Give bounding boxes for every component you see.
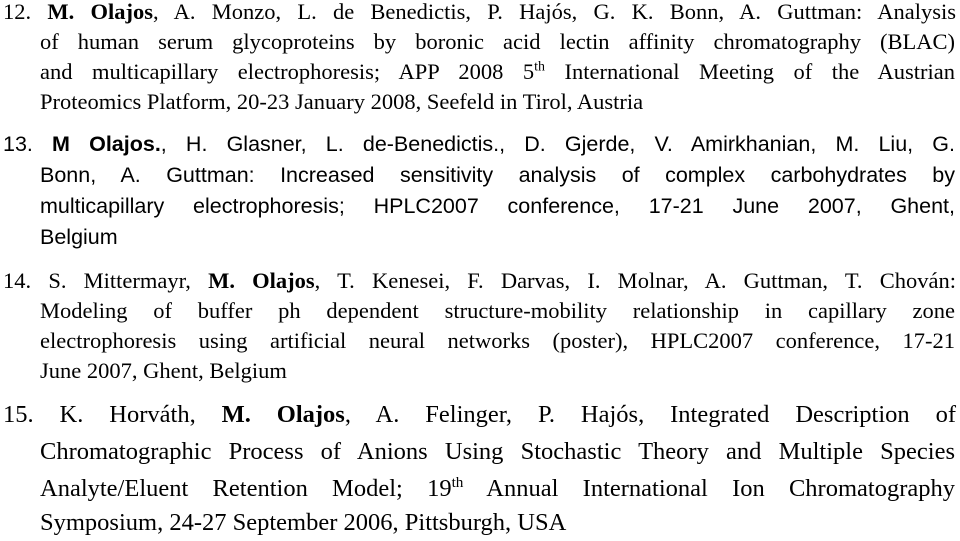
entry-text: , A. Monzo, L. de Benedictis, P. Hajós, G. K. Bonn, A. Guttman: Analysis (152, 0, 956, 24)
entry-line (40, 222, 118, 252)
entry-number: 14. (3, 268, 32, 293)
author-highlight: M. Olajos (47, 0, 153, 24)
superscript: th (534, 59, 546, 75)
entry-line (40, 471, 955, 507)
entry-text: Proteomics Platform, 20-23 January 2008, Seefeld in Tirol, Austria (40, 89, 644, 114)
author-highlight: M Olajos. (52, 132, 161, 156)
entry-text: K. Horváth, (59, 401, 222, 428)
entry-text: multicapillary electrophoresis; HPLC2007 conference, 17-21 June 2007, Ghent, (40, 194, 955, 218)
entry-line (40, 191, 955, 221)
entry-line (40, 434, 955, 470)
entry-text: Belgium (40, 225, 118, 249)
entry-text: Symposium, 24-27 September 2006, Pittsburgh, USA (40, 509, 567, 536)
entry-number: 15. (3, 401, 34, 428)
entry-text: Modeling of buffer ph dependent structure-mobility relationship in capillary zone (40, 298, 955, 323)
entry-text: , T. Kenesei, F. Darvas, I. Molnar, A. Guttman, T. Chován: (314, 268, 956, 293)
entry-line (40, 356, 287, 386)
entry-line (40, 27, 955, 57)
entry-line (3, 266, 956, 296)
entry-line (3, 129, 955, 159)
entry-text: electrophoresis using artificial neural networks (poster), HPLC2007 conference, 17-21 (40, 328, 955, 353)
entry-text: and multicapillary electrophoresis; APP 2008 5 (40, 59, 535, 84)
entry-line (40, 160, 955, 190)
entry-line (40, 326, 955, 356)
entry-text: , H. Glasner, L. de-Benedictis., D. Gjerde, V. Amirkhanian, M. Liu, G. (160, 132, 955, 156)
superscript: th (451, 473, 464, 491)
entry-text: June 2007, Ghent, Belgium (40, 358, 287, 383)
author-highlight: M. Olajos (208, 268, 315, 293)
entry-line (3, 0, 956, 27)
entry-line (40, 296, 955, 326)
entry-text: Annual International Ion Chromatography (463, 475, 955, 502)
entry-line (3, 397, 956, 433)
entry-text: International Meeting of the Austrian (545, 59, 955, 84)
entry-text: Analyte/Eluent Retention Model; 19 (40, 475, 452, 502)
entry-number: 13. (3, 132, 33, 156)
author-highlight: M. Olajos (221, 401, 345, 428)
entry-text: S. Mittermayr, (48, 268, 209, 293)
entry-text: Bonn, A. Guttman: Increased sensitivity analysis of complex carbohydrates by (40, 163, 955, 187)
entry-number: 12. (3, 0, 32, 24)
entry-text: , A. Felinger, P. Hajós, Integrated Description of (344, 401, 956, 428)
entry-text: of human serum glycoproteins by boronic acid lectin affinity chromatography (BLAC) (40, 29, 955, 54)
entry-line (40, 57, 955, 87)
entry-line (40, 505, 566, 541)
entry-text: Chromatographic Process of Anions Using Stochastic Theory and Multiple Species (40, 438, 955, 465)
entry-line (40, 87, 643, 117)
